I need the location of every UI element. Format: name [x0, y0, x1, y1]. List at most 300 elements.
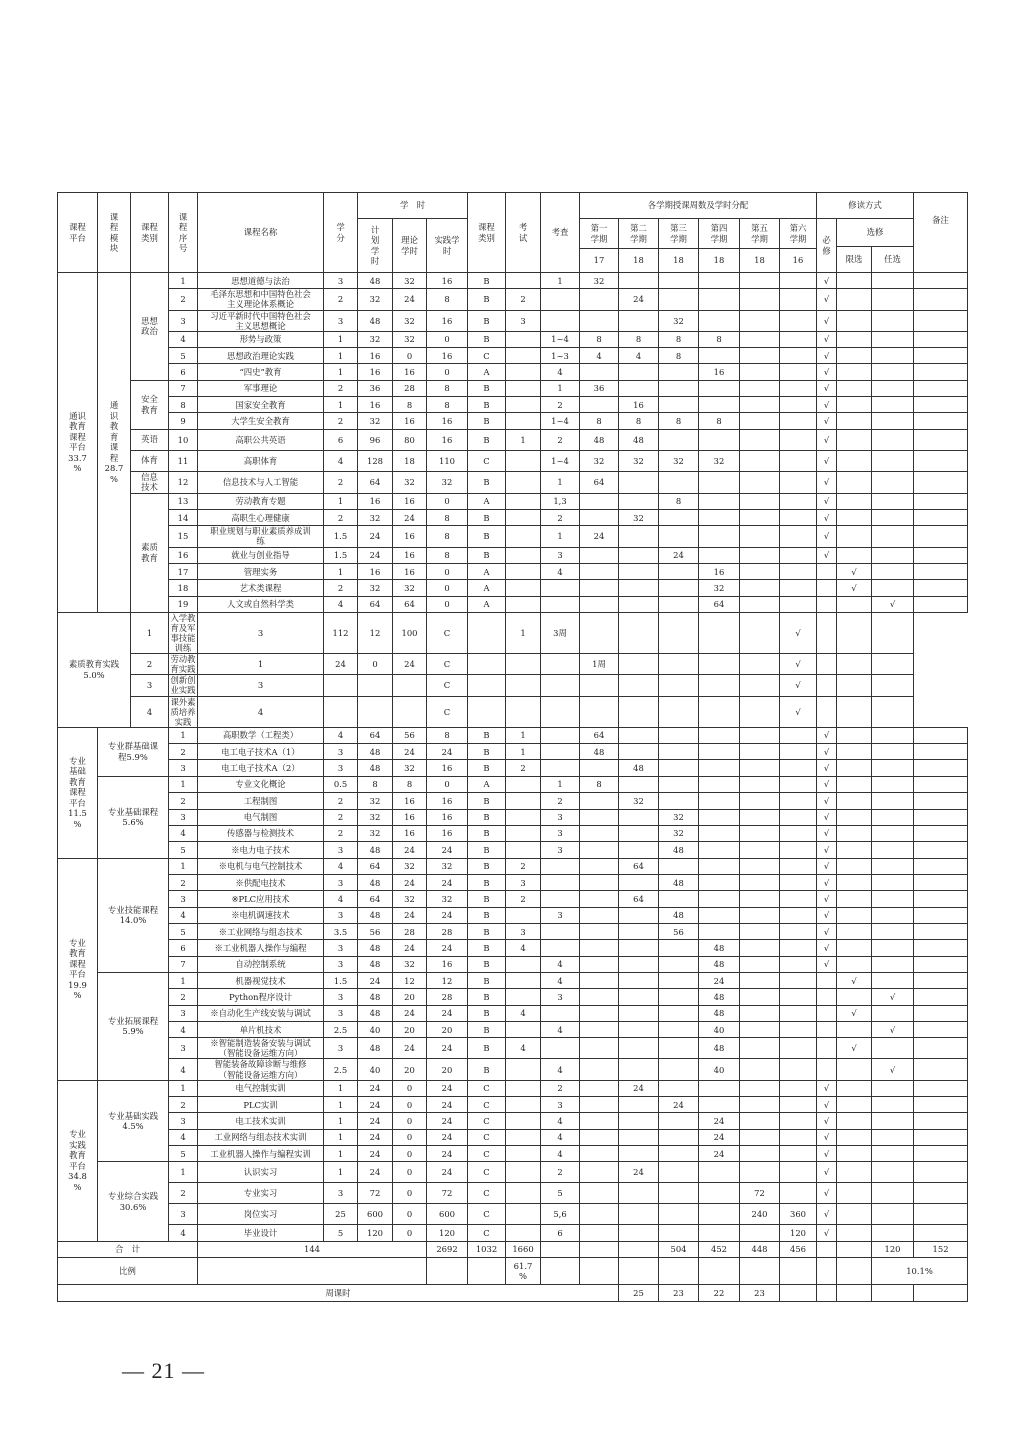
semester-5-cell	[740, 989, 780, 1005]
seq-cell: 13	[169, 493, 198, 509]
remark-cell	[914, 471, 968, 493]
course-type-cell: C	[427, 675, 468, 696]
plan-hours-cell: 24	[358, 526, 393, 547]
semester-1-cell	[580, 493, 619, 509]
ratio-empty	[468, 1257, 506, 1284]
remark-cell	[914, 1204, 968, 1225]
theory-hours-cell: 20	[393, 1021, 427, 1037]
limited-cell: √	[837, 1038, 872, 1059]
check-cell: 6	[541, 1225, 580, 1241]
required-cell: √	[817, 348, 837, 364]
header-required: 必 修	[817, 219, 837, 273]
plan-hours-cell: 32	[358, 289, 393, 310]
header-plan-hours: 计 划 学 时	[358, 219, 393, 273]
semester-2-cell	[619, 744, 659, 760]
semester-3-cell: 56	[659, 923, 699, 939]
course-type-cell: B	[468, 547, 506, 563]
theory-hours-cell: 12	[393, 972, 427, 988]
table-row	[58, 891, 968, 907]
semester-6-cell	[780, 972, 817, 988]
semester-4-cell: 48	[699, 940, 740, 956]
check-cell	[541, 874, 580, 890]
theory-hours-cell: 32	[393, 891, 427, 907]
practice-hours-cell: 24	[427, 907, 468, 923]
semester-1-cell: 4	[580, 348, 619, 364]
course-type-cell: B	[468, 989, 506, 1005]
exam-cell	[506, 450, 541, 471]
practice-hours-cell: 24	[427, 744, 468, 760]
semester-1-cell	[580, 793, 619, 809]
exam-cell	[506, 348, 541, 364]
plan-hours-cell: 48	[358, 273, 393, 289]
required-cell: √	[817, 776, 837, 792]
check-cell: 4	[541, 1021, 580, 1037]
semester-3-cell: 32	[659, 450, 699, 471]
theory-hours-cell: 64	[393, 596, 427, 612]
limited-cell	[837, 891, 872, 907]
limited-cell	[837, 793, 872, 809]
theory-hours-cell: 32	[393, 273, 427, 289]
ratio-empty	[619, 1257, 659, 1284]
seq-cell: 3	[169, 1005, 198, 1021]
required-cell: √	[780, 612, 817, 653]
seq-cell: 10	[169, 429, 198, 450]
limited-cell	[837, 450, 872, 471]
semester-6-cell	[780, 1021, 817, 1037]
table-row	[58, 842, 968, 858]
semester-4-cell	[699, 874, 740, 890]
semester-6-cell	[780, 580, 817, 596]
required-cell	[817, 1021, 837, 1037]
limited-cell	[837, 1021, 872, 1037]
required-cell	[817, 1059, 837, 1080]
semester-1-cell	[580, 809, 619, 825]
semester-1-cell	[580, 1113, 619, 1129]
semester-1-cell	[580, 1204, 619, 1225]
limited-cell: √	[837, 580, 872, 596]
seq-cell: 14	[169, 510, 198, 526]
total-optional: 152	[914, 1241, 968, 1257]
semester-1-cell: 8	[580, 331, 619, 347]
check-cell: 3	[541, 825, 580, 841]
table-row	[58, 596, 968, 612]
exam-cell: 3	[506, 310, 541, 331]
practice-hours-cell: 16	[427, 956, 468, 972]
credit-cell: 3	[324, 874, 358, 890]
semester-4-cell: 24	[699, 972, 740, 988]
credit-cell: 2	[324, 413, 358, 429]
course-type-cell: B	[468, 858, 506, 874]
table-row	[58, 547, 968, 563]
limited-cell	[837, 1146, 872, 1162]
course-type-cell: B	[468, 413, 506, 429]
semester-3-cell: 8	[659, 413, 699, 429]
semester-4-cell: 16	[699, 364, 740, 380]
required-cell: √	[817, 493, 837, 509]
course-name-cell: 劳动教育实践	[170, 654, 196, 675]
semester-3-cell: 8	[659, 331, 699, 347]
exam-cell	[506, 397, 541, 413]
credit-cell: 1	[324, 493, 358, 509]
header-weeks-2: 18	[619, 249, 659, 273]
seq-cell: 3	[169, 310, 198, 331]
semester-5-cell	[740, 1096, 780, 1112]
limited-cell	[837, 493, 872, 509]
practice-hours-cell: 8	[427, 380, 468, 396]
theory-hours-cell: 8	[393, 397, 427, 413]
header-elective: 选修	[837, 219, 914, 247]
required-cell: √	[817, 1080, 837, 1096]
required-cell: √	[780, 675, 817, 696]
total-empty	[541, 1241, 580, 1257]
remark-cell	[914, 563, 968, 579]
semester-1-cell	[580, 397, 619, 413]
optional-cell	[872, 1038, 914, 1059]
practice-hours-cell: 16	[427, 310, 468, 331]
semester-1-cell: 8	[580, 776, 619, 792]
practice-hours-cell: 16	[427, 793, 468, 809]
exam-cell	[506, 580, 541, 596]
semester-2-cell: 8	[619, 413, 659, 429]
course-name-cell: 大学生安全教育	[198, 413, 324, 429]
semester-1-cell	[580, 1096, 619, 1112]
semester-4-cell: 24	[699, 1113, 740, 1129]
semester-5-cell	[740, 289, 780, 310]
optional-cell	[872, 972, 914, 988]
credit-cell: 1.5	[324, 547, 358, 563]
practice-hours-cell: 20	[427, 1021, 468, 1037]
semester-5-cell	[740, 526, 780, 547]
table-row	[58, 744, 968, 760]
exam-cell	[506, 331, 541, 347]
semester-5-cell	[740, 809, 780, 825]
course-type-cell: B	[468, 727, 506, 743]
course-type-cell: C	[427, 654, 468, 675]
semester-3-cell: 8	[659, 493, 699, 509]
semester-1-cell	[580, 310, 619, 331]
required-cell: √	[817, 289, 837, 310]
seq-cell: 12	[169, 471, 198, 493]
header-weeks-4: 18	[699, 249, 740, 273]
semester-5-cell	[740, 493, 780, 509]
theory-hours-cell: 32	[393, 471, 427, 493]
semester-6-cell	[780, 842, 817, 858]
course-type-cell: A	[468, 563, 506, 579]
semester-1-cell	[580, 825, 619, 841]
check-cell: 4	[541, 563, 580, 579]
semester-6-cell	[780, 891, 817, 907]
module-cell: 专业基础实践 4.5%	[98, 1080, 169, 1162]
required-cell: √	[817, 273, 837, 289]
credit-cell: 1	[324, 1096, 358, 1112]
ratio-empty	[780, 1257, 817, 1284]
table-row	[58, 364, 968, 380]
table-row	[58, 429, 968, 450]
header-limited: 限选	[837, 247, 872, 273]
exam-cell	[468, 696, 506, 727]
header-exam: 考 试	[506, 193, 541, 273]
remark-cell	[914, 289, 968, 310]
practice-hours-cell: 8	[427, 289, 468, 310]
exam-cell	[506, 471, 541, 493]
plan-hours-cell: 24	[358, 1162, 393, 1183]
optional-cell	[872, 1005, 914, 1021]
exam-cell	[506, 825, 541, 841]
remark-cell	[872, 696, 914, 727]
practice-hours-cell	[393, 696, 427, 727]
course-type-cell: C	[468, 348, 506, 364]
remark-cell	[914, 1005, 968, 1021]
seq-cell: 3	[169, 809, 198, 825]
remark-cell	[914, 413, 968, 429]
credit-cell: 6	[324, 429, 358, 450]
course-name-cell: ※电力电子技术	[198, 842, 324, 858]
limited-cell	[837, 397, 872, 413]
seq-cell: 15	[169, 526, 198, 547]
semester-2-cell	[619, 825, 659, 841]
optional-cell	[872, 940, 914, 956]
table-row	[58, 380, 968, 396]
theory-hours-cell: 16	[393, 547, 427, 563]
total-credit: 144	[198, 1241, 427, 1257]
seq-cell: 1	[169, 727, 198, 743]
semester-4-cell	[699, 727, 740, 743]
table-row	[58, 696, 968, 727]
semester-5-cell	[699, 696, 740, 727]
remark-cell	[914, 429, 968, 450]
theory-hours-cell: 0	[393, 348, 427, 364]
semester-6-cell	[780, 510, 817, 526]
exam-cell: 4	[506, 1005, 541, 1021]
practice-hours-cell: 32	[427, 858, 468, 874]
remark-cell	[914, 793, 968, 809]
curriculum-table	[57, 192, 968, 1302]
practice-hours-cell: 24	[427, 1096, 468, 1112]
practice-hours-cell: 24	[427, 1080, 468, 1096]
plan-hours-cell: 16	[358, 364, 393, 380]
theory-hours-cell: 8	[393, 776, 427, 792]
total-s1	[619, 1241, 659, 1257]
check-cell	[541, 923, 580, 939]
required-cell: √	[817, 858, 837, 874]
limited-cell	[817, 696, 837, 727]
optional-cell	[872, 891, 914, 907]
plan-hours-cell: 24	[358, 547, 393, 563]
course-name-cell: ※自动化生产线安装与调试	[198, 1005, 324, 1021]
credit-cell: 1	[324, 397, 358, 413]
remark-cell	[914, 972, 968, 988]
required-cell: √	[817, 310, 837, 331]
semester-6-cell	[780, 1096, 817, 1112]
semester-2-cell: 1周	[580, 654, 619, 675]
semester-6-cell	[780, 596, 817, 612]
exam-cell	[506, 1225, 541, 1241]
exam-cell: 4	[506, 940, 541, 956]
semester-5-cell	[740, 776, 780, 792]
course-name-cell: 习近平新时代中国特色社会 主义思想概论	[198, 310, 324, 331]
table-row	[58, 858, 968, 874]
semester-3-cell	[659, 972, 699, 988]
course-type-cell: B	[468, 760, 506, 776]
exam-cell	[506, 1204, 541, 1225]
platform-cell: 专业 教育 课程 平台 19.9 %	[58, 858, 98, 1080]
theory-hours-cell: 20	[393, 1059, 427, 1080]
seq-cell: 4	[131, 696, 169, 727]
platform-cell: 专业 基础 教育 课程 平台 11.5 %	[58, 727, 98, 858]
limited-cell	[837, 956, 872, 972]
required-cell: √	[780, 696, 817, 727]
course-type-cell: C	[468, 1129, 506, 1145]
optional-cell	[872, 563, 914, 579]
table-row	[58, 331, 968, 347]
semester-5-cell	[740, 1038, 780, 1059]
remark-cell	[914, 348, 968, 364]
semester-2-cell	[619, 940, 659, 956]
table-row	[58, 825, 968, 841]
semester-4-cell	[699, 273, 740, 289]
semester-6-cell	[780, 364, 817, 380]
limited-cell	[837, 727, 872, 743]
theory-hours-cell: 32	[393, 858, 427, 874]
exam-cell	[506, 273, 541, 289]
check-cell: 5	[541, 1183, 580, 1204]
limited-cell	[817, 675, 837, 696]
required-cell: √	[817, 526, 837, 547]
optional-cell	[872, 825, 914, 841]
required-cell: √	[817, 510, 837, 526]
course-name-cell: 劳动教育专题	[198, 493, 324, 509]
weekly-hours-label: 周课时	[58, 1284, 619, 1301]
table-row	[58, 510, 968, 526]
course-type-cell: A	[468, 596, 506, 612]
theory-hours-cell: 0	[393, 1129, 427, 1145]
course-name-cell: 毛泽东思想和中国特色社会 主义理论体系概论	[198, 289, 324, 310]
check-cell	[541, 891, 580, 907]
theory-hours-cell: 12	[358, 612, 393, 653]
practice-hours-cell: 120	[427, 1225, 468, 1241]
semester-6-cell	[780, 471, 817, 493]
limited-cell	[837, 989, 872, 1005]
table-row	[58, 793, 968, 809]
credit-cell: 4	[324, 858, 358, 874]
plan-hours-cell: 8	[358, 776, 393, 792]
required-cell: √	[817, 1183, 837, 1204]
semester-6-cell	[780, 563, 817, 579]
remark-cell	[914, 493, 968, 509]
plan-hours-cell: 32	[358, 793, 393, 809]
semester-2-cell: 64	[619, 858, 659, 874]
semester-1-cell: 36	[580, 380, 619, 396]
check-cell: 3	[541, 1096, 580, 1112]
semester-4-cell	[699, 907, 740, 923]
optional-cell	[872, 923, 914, 939]
seq-cell: 18	[169, 580, 198, 596]
exam-cell: 4	[506, 1038, 541, 1059]
table-header	[58, 193, 968, 273]
semester-4-cell: 32	[699, 580, 740, 596]
seq-cell: 2	[169, 793, 198, 809]
semester-1-cell	[580, 760, 619, 776]
semester-2-cell	[619, 727, 659, 743]
semester-1-cell: 48	[580, 429, 619, 450]
semester-5-cell: 72	[740, 1183, 780, 1204]
semester-5-cell	[740, 547, 780, 563]
seq-cell: 4	[169, 1129, 198, 1145]
check-cell	[541, 289, 580, 310]
semester-3-cell	[659, 1225, 699, 1241]
optional-cell	[837, 696, 872, 727]
total-s5: 456	[780, 1241, 817, 1257]
remark-cell	[914, 331, 968, 347]
semester-4-cell: 8	[699, 331, 740, 347]
semester-1-cell	[541, 675, 580, 696]
exam-cell	[506, 989, 541, 1005]
semester-5-cell	[740, 380, 780, 396]
table-row	[58, 1129, 968, 1145]
plan-hours-cell: 48	[358, 956, 393, 972]
required-cell: √	[817, 1113, 837, 1129]
seq-cell: 5	[169, 348, 198, 364]
semester-5-cell	[740, 874, 780, 890]
semester-2-cell	[619, 842, 659, 858]
plan-hours-cell: 24	[358, 972, 393, 988]
course-type-cell: C	[468, 450, 506, 471]
optional-cell	[872, 364, 914, 380]
required-cell: √	[817, 825, 837, 841]
plan-hours-cell: 64	[358, 891, 393, 907]
semester-5-cell	[740, 1059, 780, 1080]
credit-cell: 3	[324, 760, 358, 776]
header-semester-group: 各学期授课周数及学时分配	[580, 193, 817, 219]
optional-cell: √	[872, 596, 914, 612]
semester-2-cell: 24	[619, 1080, 659, 1096]
semester-2-cell	[619, 1183, 659, 1204]
semester-3-cell	[659, 289, 699, 310]
header-semester-1: 第一 学期	[580, 219, 619, 249]
total-s3: 452	[699, 1241, 740, 1257]
semester-2-cell: 32	[619, 450, 659, 471]
semester-3-cell	[659, 580, 699, 596]
table-row	[58, 727, 968, 743]
semester-6-cell	[780, 397, 817, 413]
semester-1-cell	[580, 842, 619, 858]
table-row	[58, 493, 968, 509]
semester-1-cell	[580, 547, 619, 563]
course-type-cell: C	[427, 696, 468, 727]
course-type-cell: B	[468, 972, 506, 988]
semester-4-cell	[699, 1162, 740, 1183]
semester-3-cell	[619, 654, 659, 675]
header-practice-hours: 实践学 时	[427, 219, 468, 273]
credit-cell: 1	[324, 1162, 358, 1183]
required-cell: √	[817, 364, 837, 380]
optional-cell	[872, 1096, 914, 1112]
limited-cell	[837, 273, 872, 289]
course-name-cell: “四史”教育	[198, 364, 324, 380]
optional-cell	[872, 580, 914, 596]
practice-hours-cell: 600	[427, 1204, 468, 1225]
course-type-cell: B	[468, 891, 506, 907]
semester-3-cell	[659, 596, 699, 612]
semester-2-cell	[619, 273, 659, 289]
semester-4-cell	[699, 510, 740, 526]
semester-2-cell	[619, 1129, 659, 1145]
exam-cell	[506, 1146, 541, 1162]
theory-hours-cell: 24	[393, 510, 427, 526]
practice-hours-cell: 8	[427, 510, 468, 526]
check-cell	[541, 1038, 580, 1059]
theory-hours-cell: 16	[393, 809, 427, 825]
